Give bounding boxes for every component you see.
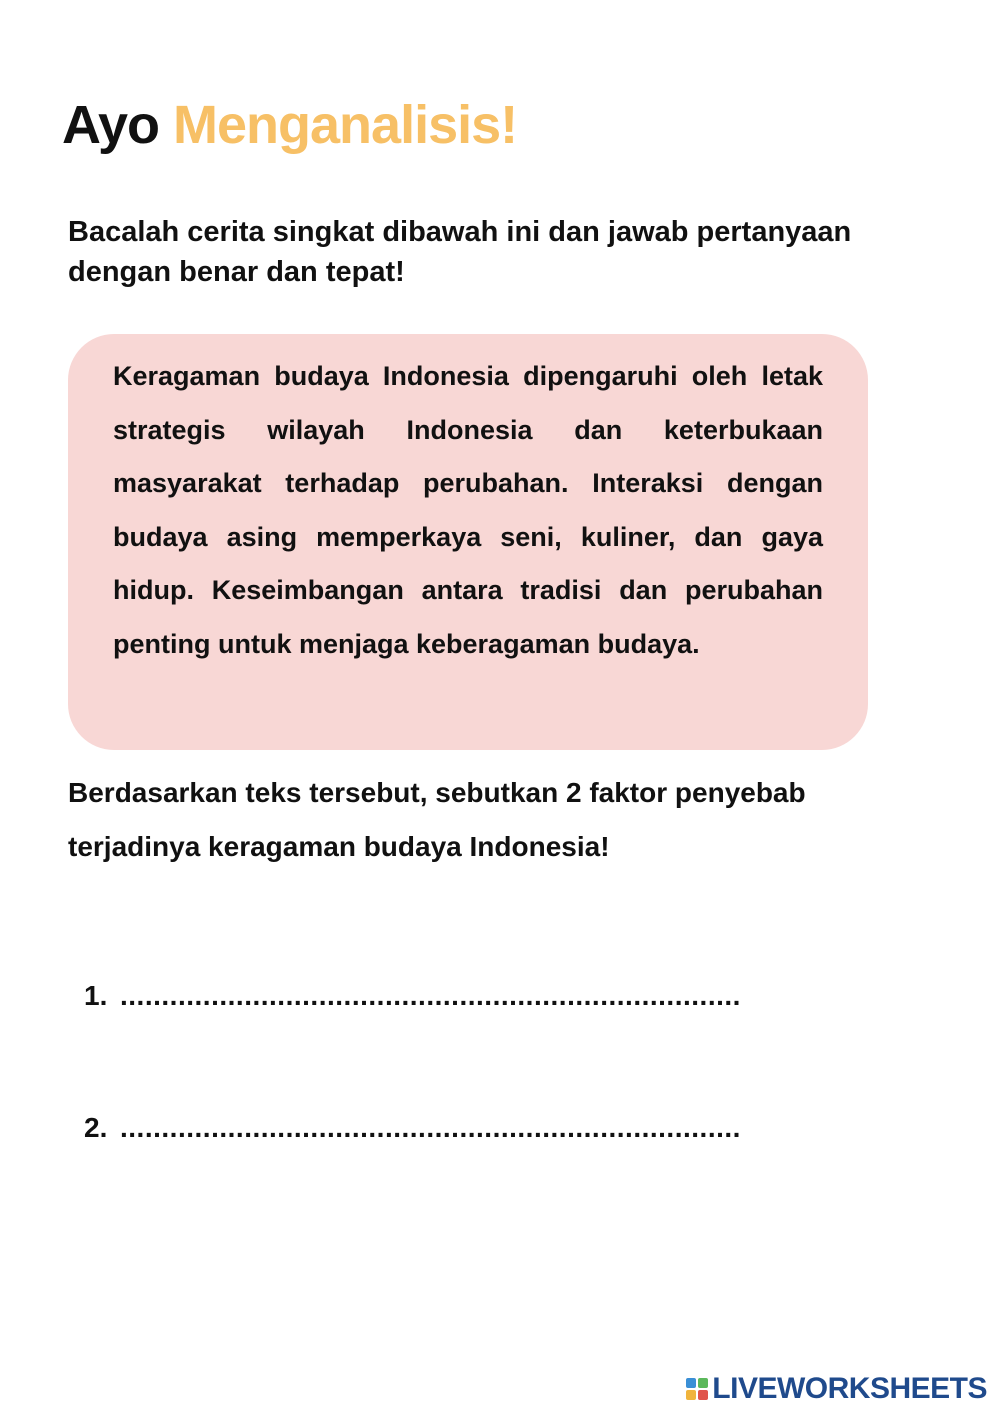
answer-number-2: 2.	[84, 1112, 108, 1143]
answer-number-1: 1.	[84, 980, 108, 1011]
title-ayo: Ayo	[62, 95, 160, 155]
answer-field-2[interactable]: ...........................................................................	[120, 1112, 741, 1143]
page-title	[62, 92, 517, 158]
answer-line-1[interactable]	[84, 980, 844, 1012]
title-menganalisis: Menganalisis!	[173, 95, 518, 155]
liveworksheets-logo-icon	[686, 1378, 708, 1400]
liveworksheets-brand	[686, 1372, 987, 1406]
story-text: Keragaman budaya Indonesia dipengaruhi oleh letak strategis wilayah Indonesia dan keterbukaan masyarakat terhadap perubahan. Interaksi dengan budaya asing memperkaya seni, kuliner, dan gaya hidup. Keseimbangan antara tradisi dan perubahan penting untuk menjaga keberagaman budaya.	[113, 361, 823, 659]
story-box	[68, 334, 868, 750]
answer-field-1[interactable]: ...........................................................................	[120, 980, 741, 1011]
question-text: Berdasarkan teks tersebut, sebutkan 2 faktor penyebab terjadinya keragaman budaya Indonesia!	[68, 777, 806, 862]
instruction-text: Bacalah cerita singkat dibawah ini dan jawab pertanyaan dengan benar dan tepat!	[68, 216, 852, 288]
brand-text: LIVEWORKSHEETS	[712, 1372, 987, 1405]
answer-line-2[interactable]	[84, 1112, 844, 1144]
